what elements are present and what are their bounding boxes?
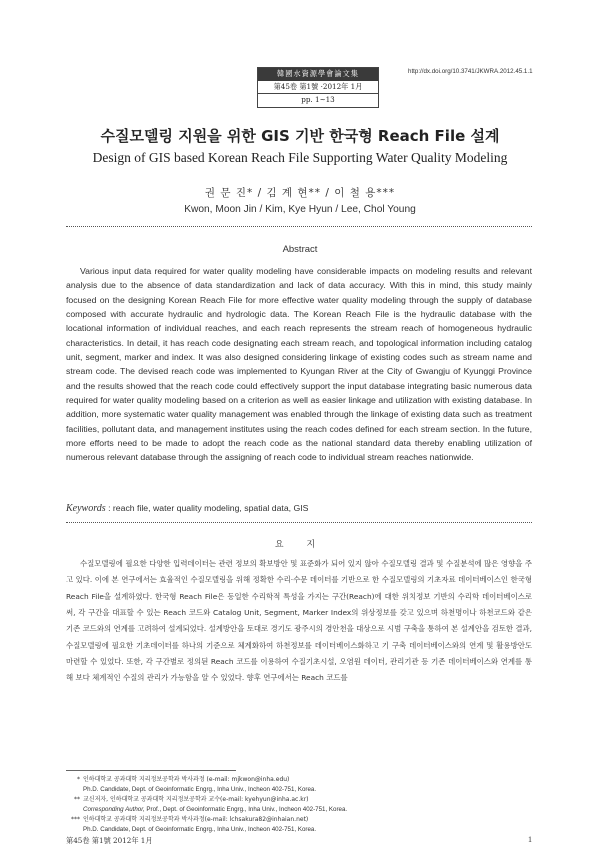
footnote-korean: 인하대학교 공과대학 지리정보공학과 박사과정(e-mail: lchsakura82@inhaian.net): [83, 816, 309, 823]
page-number: 1: [528, 835, 532, 844]
title-korean: 수질모델링 지원을 위한 GIS 기반 한국형 Reach File 설계: [100, 127, 500, 145]
keywords-text: : reach file, water quality modeling, spatial data, GIS: [108, 503, 309, 513]
footnote-mark: ***: [71, 816, 80, 823]
journal-volume: 第45卷 第1號 ·2012年 1月: [258, 81, 378, 95]
journal-pages: pp. 1~13: [301, 95, 335, 104]
footnote-mark: *: [77, 776, 80, 783]
abstract-heading: Abstract: [282, 244, 318, 255]
footnote-english-prefix: Corresponding Author,: [83, 806, 145, 813]
footnote-english: Ph.D. Candidate, Dept. of Geoinformatic Engrg., Inha Univ., Incheon 402-751, Korea.: [83, 786, 317, 793]
footnote-korean: 교신저자, 인하대학교 공과대학 지리정보공학과 교수(e-mail: kyehyun@inha.ac.kr): [83, 796, 309, 803]
footnote-mark: **: [74, 796, 80, 803]
footnote-korean: 인하대학교 공과대학 지리정보공학과 박사과정 (e-mail: mjkwon@inha.edu): [83, 776, 290, 783]
keywords-label: Keywords: [66, 503, 106, 514]
footnote-rule: [66, 770, 236, 771]
journal-box: [257, 67, 379, 108]
authors-korean: 권 문 진* / 김 계 현** / 이 철 용***: [204, 187, 396, 199]
divider-top: [66, 226, 532, 227]
footnote-1: [66, 775, 532, 795]
footnote-english: Prof., Dept. of Geoinformatic Engrg., Inha Univ., Incheon 402-751, Korea.: [144, 806, 348, 813]
footnote-3: [66, 815, 532, 835]
korean-abstract-text: 수질모델링에 필요한 다양한 입력데이터는 관련 정보의 확보방안 및 표준화가 되어 있지 않아 수질모델링 결과 및 수질분석에 많은 영향을 주고 있다. 이에 본 연구에서는 효율적인 수질모델링을 위해 정확한 수리·수문 데이터를 기반으로 한 수질모델링의 기초자료 데이터베이스인 한국형 Reach File을 설계하였다. 한국형 Reach File은 동일한 수리학적 특성을 가지는 구간(Reach)에 대한 위치정보 기반의 수리학 데이터베이스로써, 각 구간을 대표할 수 있는 Reach 코드와 Catalog Unit, Segment, Marker Index의 위상정보를 갖고 있으며 하천명이나 하천코드와 같은 기존 코드와의 연계를 고려하여 설계되었다. 설계방안을 토대로 경기도 광주시의 경안천을 대상으로 시범 구축을 통하여 본 설계안을 검토한 결과, 수질모델링에 필요한 기초데이터를 하나의 기준으로 체계화하여 하천정보를 데이터베이스화하고 기 구축 데이터베이스와의 연계 및 활용방안도 마련할 수 있었다. 또한, 각 구간별로 정의된 Reach 코드를 이용하여 수질기초시설, 오염원 데이터, 관리기관 등 기존 데이터베이스와 연계를 통해 보다 체계적인 수질의 관리가 가능함을 알 수 있었다. 향후 연구에서는 Reach 코드를: [66, 559, 532, 683]
abstract-text: Various input data required for water quality modeling have considerable impacts on modeling results and relevant analysis due to the absence of data standardization and lack of data accuracy. With this in mind, this study mainly focused on the designing Korean Reach File for more effective water quality modeling through the supply of database composed with accurate hydraulic and hydrologic data. The Korean Reach File is the hydraulic database with the locational information of individual reaches, and each reach represents the stream reach of homogeneous hydraulic characteristics. In detail, it has reach code designating each stream reach, and topological information including catalog unit, segment, marker and index. It was also designed considering linkage of existing codes such as stream name and stream code. The devised reach code was implemented to Kyungan River at the City of Gwangju of Kyunggi Province and the results showed that the reach code could effectively support the input database integrating basic numerous data required for water quality modeling based on a criterion as well as easier linkage and utilization with existing database. In addition, more systematic water quality management was enabled through the linkage of existing data such as treatment facilities, pollutant data, and management institutes using the reach codes defined for each stream section. In the future, more efforts need to be made to adopt the reach code as the national standard data thereby enabling utilization of numerous relevant database through the assigning of reach code to individual stream reaches nationwide.: [66, 266, 532, 463]
korean-abstract-heading: 요 지: [274, 540, 326, 550]
footer-volume: 第45卷 第1號 2012年 1月: [66, 836, 153, 845]
keywords: [66, 503, 532, 514]
journal-name: 韓國水資源學會論文集: [258, 68, 378, 81]
divider-middle: [66, 522, 532, 523]
footnote-2: [66, 795, 532, 815]
footnote-english: Ph.D. Candidate, Dept. of Geoinformatic Engrg., Inha Univ., Incheon 402-751, Korea.: [83, 826, 317, 833]
doi-link[interactable]: http://dx.doi.org/10.3741/JKWRA.2012.45.1.1: [408, 68, 533, 75]
title-english: Design of GIS based Korean Reach File Supporting Water Quality Modeling: [92, 150, 508, 165]
authors-english: Kwon, Moon Jin / Kim, Kye Hyun / Lee, Chol Young: [184, 204, 416, 215]
